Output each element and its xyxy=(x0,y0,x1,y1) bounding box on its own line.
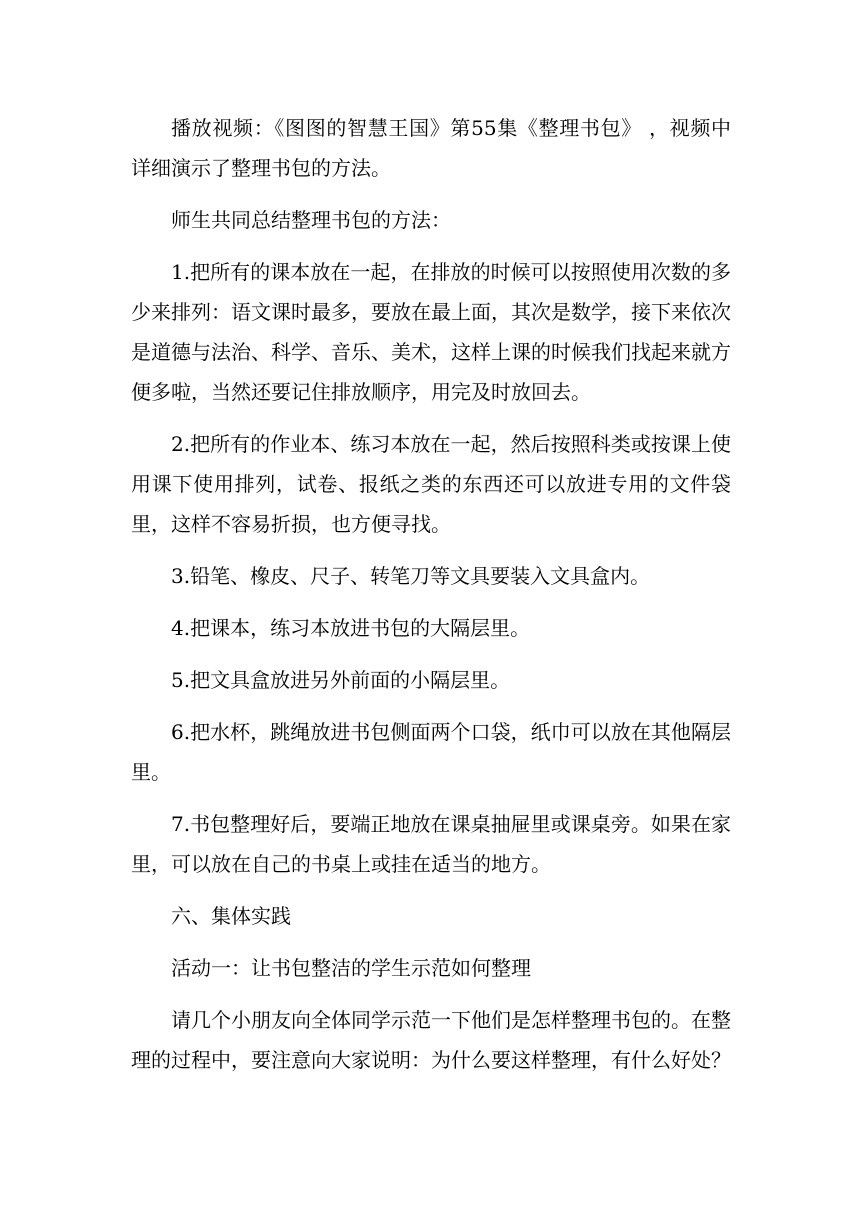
paragraph-step-3: 3.铅笔、橡皮、尺子、转笔刀等文具要装入文具盒内。 xyxy=(171,564,651,588)
paragraph-step-6: 6.把水杯，跳绳放进书包侧面两个口袋，纸巾可以放在其他隔层里。 xyxy=(131,720,731,784)
document-body xyxy=(131,108,731,1092)
paragraph-step-1: 1.把所有的课本放在一起，在排放的时候可以按照使用次数的多少来排列：语文课时最多，要放在最上面，其次是数学，接下来依次是道德与法治、科学、音乐、美术，这样上课的时候我们找起来就方便多啦，当然还要记住排放顺序，用完及时放回去。 xyxy=(131,260,731,404)
paragraph-summary-heading: 师生共同总结整理书包的方法： xyxy=(171,208,451,232)
paragraph-step-4: 4.把课本，练习本放进书包的大隔层里。 xyxy=(171,616,531,640)
paragraph-step-2: 2.把所有的作业本、练习本放在一起，然后按照科类或按课上使用课下使用排列，试卷、报纸之类的东西还可以放进专用的文件袋里，这样不容易折损，也方便寻找。 xyxy=(131,432,731,536)
section-heading-practice: 六、集体实践 xyxy=(171,904,291,928)
paragraph-activity-description: 请几个小朋友向全体同学示范一下他们是怎样整理书包的。在整理的过程中，要注意向大家说明：为什么要这样整理，有什么好处？ xyxy=(131,1008,731,1072)
paragraph-video-intro: 播放视频：《图图的智慧王国》第55集《整理书包》 ，视频中详细演示了整理书包的方法。 xyxy=(131,116,731,180)
activity-heading: 活动一：让书包整洁的学生示范如何整理 xyxy=(171,956,531,980)
paragraph-step-5: 5.把文具盒放进另外前面的小隔层里。 xyxy=(171,668,511,692)
paragraph-step-7: 7.书包整理好后，要端正地放在课桌抽屉里或课桌旁。如果在家里，可以放在自己的书桌上或挂在适当的地方。 xyxy=(131,812,731,876)
